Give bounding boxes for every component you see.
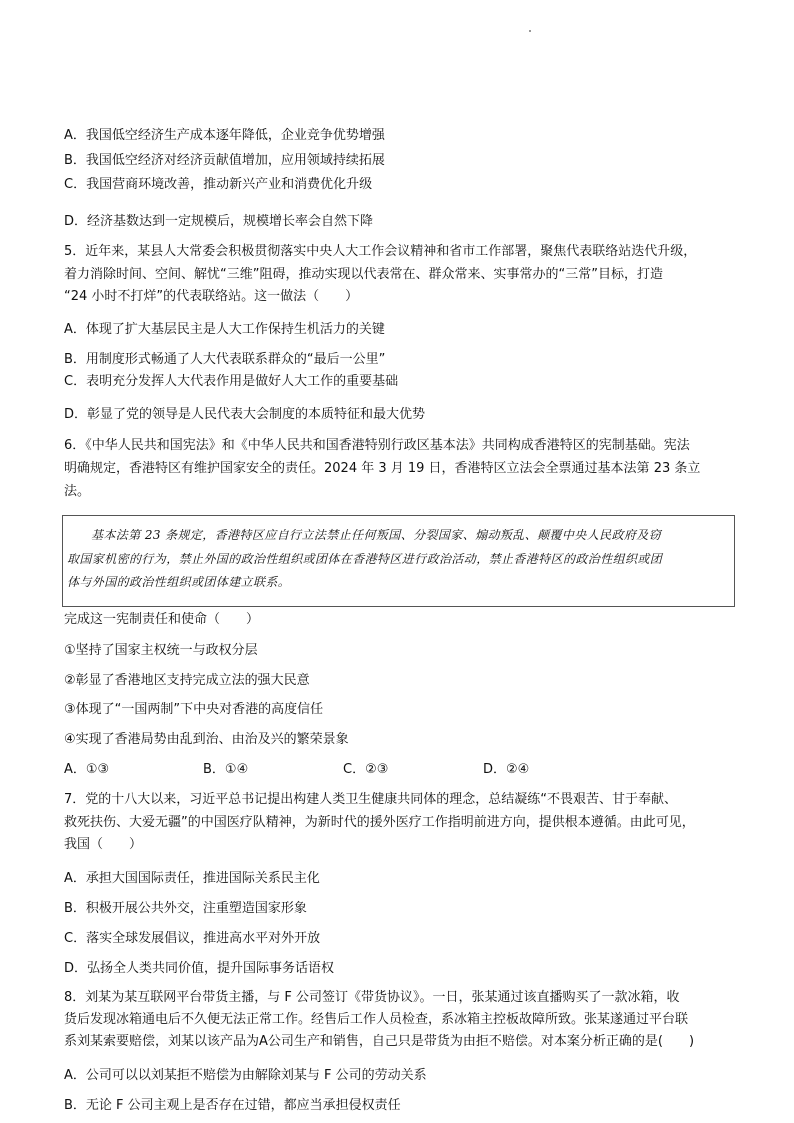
q5-option-d: D．彰显了党的领导是人民代表大会制度的本质特征和最大优势 bbox=[64, 407, 426, 422]
q8-stem-line-2: 货后发现冰箱通电后不久便无法正常工作。经售后工作人员检查，系冰箱主控板故障所致。张某遂通过平台联 bbox=[64, 1012, 689, 1027]
q6-box-line-1: 基本法第 23 条规定，香港特区应自行立法禁止任何叛国、分裂国家、煽动叛乱、颠覆中央人民政府及窃 bbox=[91, 528, 662, 542]
q6-item-4: ④实现了香港局势由乱到治、由治及兴的繁荣景象 bbox=[64, 732, 349, 747]
q8-stem-line-3: 系刘某索要赔偿，刘某以该产品为A公司生产和销售，自己只是带货为由拒不赔偿。对本案分析正确的是( ) bbox=[64, 1034, 695, 1049]
q6-question: 完成这一宪制责任和使命（ ） bbox=[64, 612, 260, 627]
q5-option-c: C．表明充分发挥人大代表作用是做好人大工作的重要基础 bbox=[64, 374, 399, 389]
q5-stem-line-2: 着力消除时间、空间、解忧“三维”阻碍，推动实现以代表常在、群众常来、实事常办的“三常”目标，打造 bbox=[64, 267, 663, 282]
q6-choice-d: D．②④ bbox=[483, 762, 530, 777]
q4-option-c: C．我国营商环境改善，推动新兴产业和消费优化升级 bbox=[64, 177, 373, 192]
q8-option-a: A．公司可以以刘某拒不赔偿为由解除刘某与 F 公司的劳动关系 bbox=[64, 1068, 427, 1083]
q7-option-c: C．落实全球发展倡议，推进高水平对外开放 bbox=[64, 931, 321, 946]
q6-choice-c: C．②③ bbox=[343, 762, 389, 777]
q7-stem-line-3: 我国（ ） bbox=[64, 837, 143, 852]
q5-option-a: A．体现了扩大基层民主是人大工作保持生机活力的关键 bbox=[64, 322, 385, 337]
q5-stem-line-3: “24 小时不打烊”的代表联络站。这一做法（ ） bbox=[64, 289, 359, 304]
q4-option-a: A．我国低空经济生产成本逐年降低，企业竞争优势增强 bbox=[64, 128, 385, 143]
q7-option-a: A．承担大国国际责任，推进国际关系民主化 bbox=[64, 871, 320, 886]
q6-item-1: ①坚持了国家主权统一与政权分层 bbox=[64, 643, 258, 658]
q8-stem-line-1: 8．刘某为某互联网平台带货主播，与 F 公司签订《带货协议》。一日，张某通过该直播购买了一款冰箱，收 bbox=[64, 990, 680, 1005]
q6-choice-a: A．①③ bbox=[64, 762, 110, 777]
q5-option-b: B．用制度形式畅通了人大代表联系群众的“最后一公里” bbox=[64, 352, 386, 367]
q6-box-line-3: 体与外国的政治性组织或团体建立联系。 bbox=[67, 575, 291, 589]
q7-stem-line-1: 7．党的十八大以来，习近平总书记提出构建人类卫生健康共同体的理念，总结凝练“不畏艰苦、甘于奉献、 bbox=[64, 792, 678, 807]
q6-item-2: ②彰显了香港地区支持完成立法的强大民意 bbox=[64, 673, 310, 688]
q8-option-b: B．无论 F 公司主观上是否存在过错，都应当承担侵权责任 bbox=[64, 1098, 401, 1113]
q5-stem-line-1: 5．近年来，某县人大常委会积极贯彻落实中央人大工作会议精神和省市工作部署，聚焦代表联络站迭代升级， bbox=[64, 244, 697, 259]
q6-item-3: ③体现了“一国两制”下中央对香港的高度信任 bbox=[64, 702, 324, 717]
q6-stem-line-1: 6．《中华人民共和国宪法》和《中华人民共和国香港特别行政区基本法》共同构成香港特区的宪制基础。宪法 bbox=[64, 438, 690, 453]
q6-stem-line-3: 法。 bbox=[64, 484, 91, 499]
q4-option-d: D．经济基数达到一定规模后，规模增长率会自然下降 bbox=[64, 214, 374, 229]
q6-box-line-2: 取国家机密的行为，禁止外国的政治性组织或团体在香港特区进行政治活动，禁止香港特区的政治性组织或团 bbox=[67, 552, 663, 566]
q7-stem-line-2: 救死扶伤、大爱无疆”的中国医疗队精神，为新时代的援外医疗工作指明前进方向，提供根本遵循。由此可见， bbox=[64, 815, 695, 830]
q6-material-box bbox=[62, 515, 735, 607]
q6-choice-b: B．①④ bbox=[203, 762, 249, 777]
page-mark bbox=[529, 30, 531, 32]
q4-option-b: B．我国低空经济对经济贡献值增加，应用领域持续拓展 bbox=[64, 153, 385, 168]
q7-option-b: B．积极开展公共外交，注重塑造国家形象 bbox=[64, 901, 307, 916]
q6-stem-line-2: 明确规定，香港特区有维护国家安全的责任。2024 年 3 月 19 日，香港特区立法会全票通过基本法第 23 条立 bbox=[64, 461, 701, 476]
q7-option-d: D．弘扬全人类共同价值，提升国际事务话语权 bbox=[64, 961, 335, 976]
